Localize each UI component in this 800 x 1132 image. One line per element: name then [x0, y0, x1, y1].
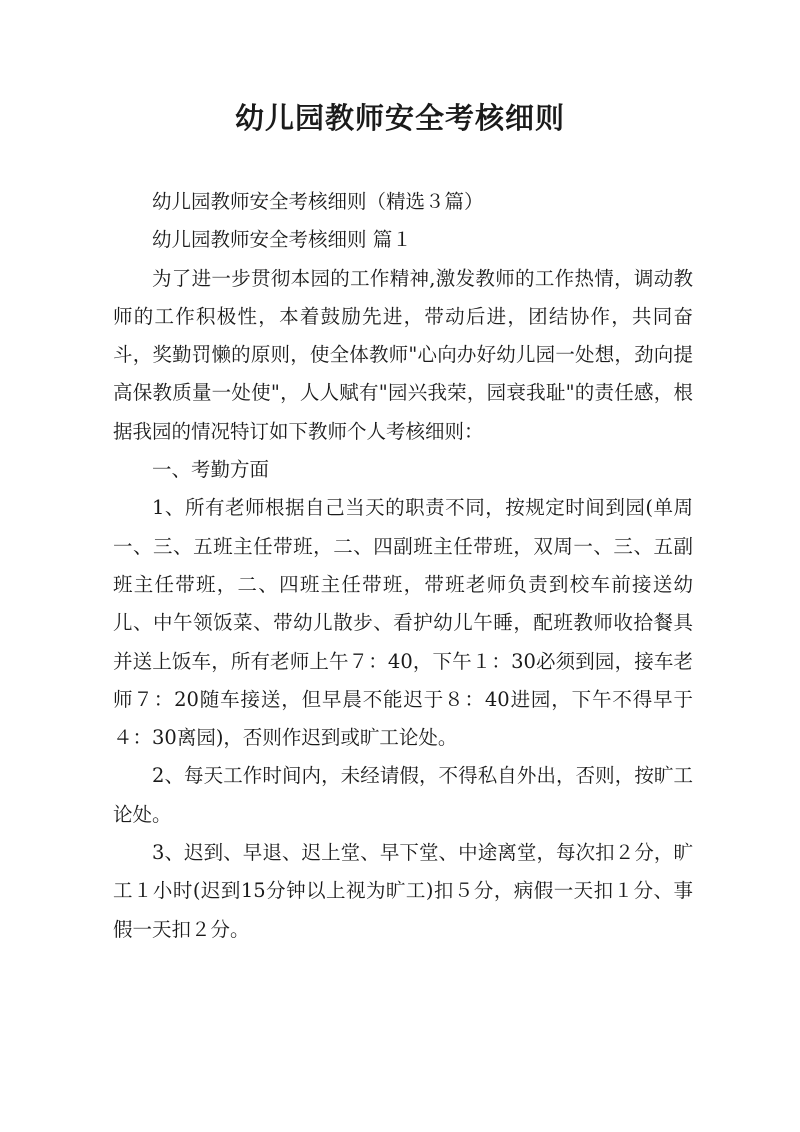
attendance-heading: 一、考勤方面: [152, 458, 270, 482]
section-heading: 幼儿园教师安全考核细则 篇１: [152, 228, 412, 252]
intro-paragraph: 为了进一步贯彻本园的工作精神,激发教师的工作热情，调动教师的工作积极性，本着鼓励先进，带动后进，团结协作，共同奋斗，奖勤罚懒的原则，使全体教师"心向办好幼儿园一处想，劲向提高保教质量一处使"，人人赋有"园兴我荣，园衰我耻"的责任感，根据我园的情况特订如下教师个人考核细则：: [113, 266, 693, 443]
rule-paragraph-1: 1、所有老师根据自己当天的职责不同，按规定时间到园(单周一、三、五班主任带班，二、四副班主任带班，双周一、三、五副班主任带班，二、四班主任带班，带班老师负责到校车前接送幼儿、中午领饭菜、带幼儿散步、看护幼儿午睡，配班教师收拾餐具并送上饭车，所有老师上午７：40，下午１：30必须到园，接车老师７：20随车接送，但早晨不能迟于８：40进园，下午不得早于４：30离园)，否则作迟到或旷工论处。: [113, 496, 693, 750]
rule-paragraph-3: 3、迟到、早退、迟上堂、早下堂、中途离堂，每次扣２分，旷工１小时(迟到15分钟以上视为旷工)扣５分，病假一天扣１分、事假一天扣２分。: [113, 841, 693, 941]
subtitle-paragraph: 幼儿园教师安全考核细则（精选３篇）: [152, 190, 484, 213]
document-title: 幼儿园教师安全考核细则: [234, 101, 565, 135]
document-body: [113, 183, 693, 949]
rule-paragraph-2: 2、每天工作时间内，未经请假，不得私自外出，否则，按旷工论处。: [113, 764, 693, 826]
